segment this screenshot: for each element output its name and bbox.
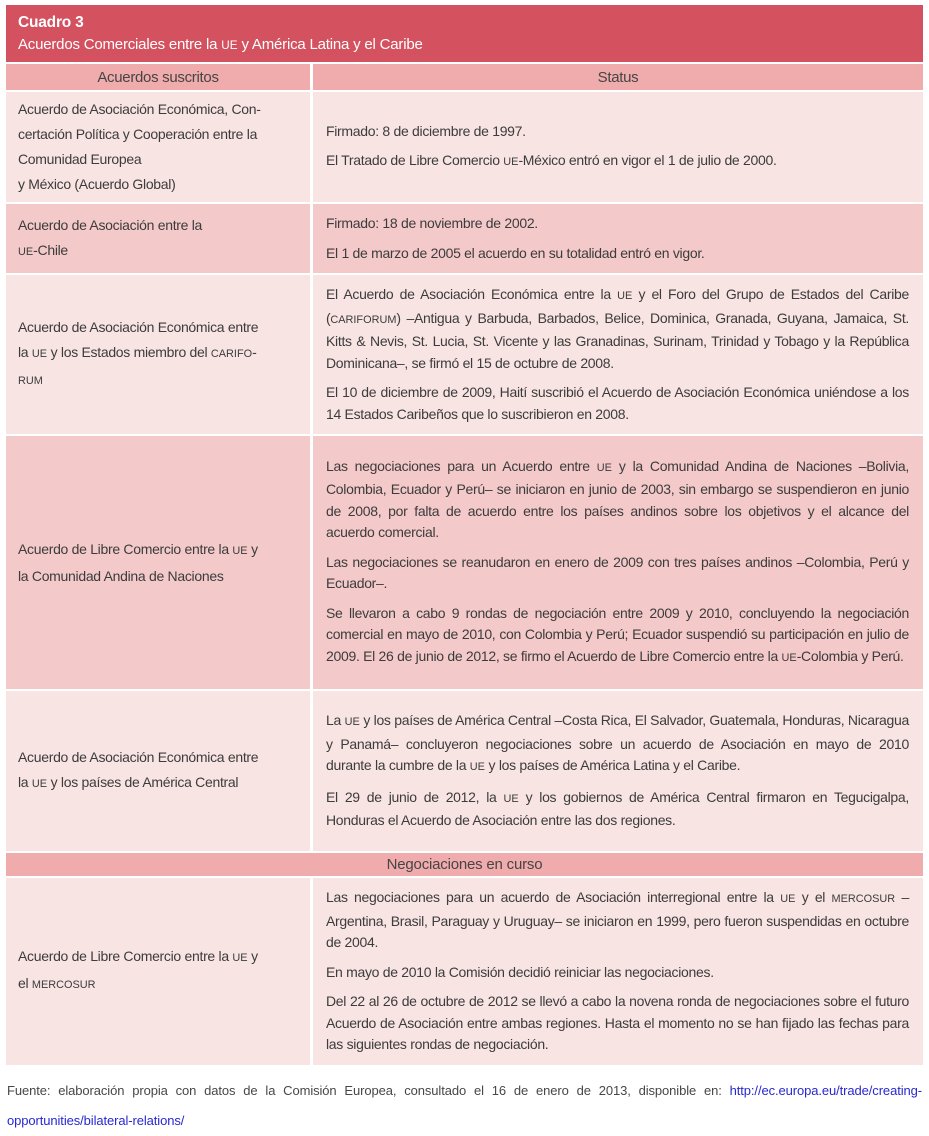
- column-header-status: Status: [313, 64, 923, 90]
- agreement-cell: Acuerdo de Asociación Económica entre la UE y los Estados miembro del CARIFO- RUM: [6, 275, 310, 434]
- column-header-agreements: Acuerdos suscritos: [6, 64, 310, 90]
- table-title-bar: [6, 5, 923, 62]
- agreement-cell: Acuerdo de Asociación entre la UE-Chile: [6, 204, 310, 273]
- source-note-text: Fuente: elaboración propia con datos de la Comisión Europea, consultado el 16 de enero de 2013, disponible en:: [7, 1082, 730, 1098]
- table-row: [6, 691, 923, 851]
- status-cell: Las negociaciones para un Acuerdo entre UE y la Comunidad Andina de Naciones –Bolivia, Colombia, Ecuador y Perú– se iniciaron en junio de 2003, sin embargo se suspendieron en junio de 2008, por falta de acuerdo entre los países andinos sobre los objetivos y el alcance del acuerdo comercial. Las negociaciones se reanudaron en enero de 2009 con tres países andinos –Colombia, Perú y Ecuador–. Se llevaron a cabo 9 rondas de negociación entre 2009 y 2010, concluyendo la negociación comercial en mayo de 2010, con Colombia y Perú; Ecuador suspendió su participación en julio de 2009. El 26 de junio de 2012, se firmo el Acuerdo de Libre Comercio entre la UE-Colombia y Perú.: [313, 436, 923, 689]
- source-link[interactable]: http://ec.europa.eu/trade/creating-opportunities/bilateral-relations/: [7, 1082, 922, 1128]
- table-row: [6, 204, 923, 273]
- table-title: Cuadro 3: [18, 14, 84, 31]
- column-header-row: [6, 64, 923, 90]
- table-row: [6, 275, 923, 434]
- table-row: [6, 92, 923, 202]
- section-header-negociaciones: Negociaciones en curso: [6, 853, 923, 876]
- agreement-cell: Acuerdo de Asociación Económica, Con- certación Política y Cooperación entre la Comunidad Europea y México (Acuerdo Global): [6, 92, 310, 202]
- status-cell: El Acuerdo de Asociación Económica entre la UE y el Foro del Grupo de Estados del Caribe (CARIFORUM) –Antigua y Barbuda, Barbados, Belice, Dominica, Granada, Guyana, Jamaica, St. Kitts & Nevis, St. Lucia, St. Vicente y las Granadinas, Surinam, Trinidad y Tobago y la República Dominicana–, se firmó el 15 de octubre de 2008. El 10 de diciembre de 2009, Haití suscribió el Acuerdo de Asociación Económica uniéndose a los 14 Estados Caribeños que lo suscribieron en 2008.: [313, 275, 923, 434]
- agreement-cell: Acuerdo de Libre Comercio entre la UE y el MERCOSUR: [6, 878, 310, 1065]
- status-cell: Las negociaciones para un acuerdo de Asociación interregional entre la UE y el MERCOSUR –Argentina, Brasil, Paraguay y Uruguay– se iniciaron en 1999, pero fueron suspendidas en octubre de 2004. En mayo de 2010 la Comisión decidió reiniciar las negociaciones. Del 22 al 26 de octubre de 2012 se llevó a cabo la novena ronda de negociaciones sobre el futuro Acuerdo de Asociación entre ambas regiones. Hasta el momento no se han fijado las fechas para las siguientes rondas de negociación.: [313, 878, 923, 1065]
- source-note: [6, 1076, 923, 1136]
- agreement-cell: Acuerdo de Libre Comercio entre la UE y la Comunidad Andina de Naciones: [6, 436, 310, 689]
- status-cell: Firmado: 18 de noviembre de 2002. El 1 de marzo de 2005 el acuerdo en su totalidad entró en vigor.: [313, 204, 923, 273]
- agreement-cell: Acuerdo de Asociación Económica entre la UE y los países de América Central: [6, 691, 310, 851]
- table-row: [6, 436, 923, 689]
- status-cell: Firmado: 8 de diciembre de 1997. El Tratado de Libre Comercio UE-México entró en vigor el 1 de julio de 2000.: [313, 92, 923, 202]
- table-row: [6, 878, 923, 1065]
- table-subtitle: Acuerdos Comerciales entre la UE y América Latina y el Caribe: [18, 36, 423, 53]
- cuadro-table: [6, 5, 923, 1065]
- status-cell: La UE y los países de América Central –Costa Rica, El Salvador, Guatemala, Honduras, Nicaragua y Panamá– concluyeron negociaciones sobre un acuerdo de Asociación en mayo de 2010 durante la cumbre de la UE y los países de América Latina y el Caribe. El 29 de junio de 2012, la UE y los gobiernos de América Central firmaron en Tegucigalpa, Honduras el Acuerdo de Asociación entre las dos regiones.: [313, 691, 923, 851]
